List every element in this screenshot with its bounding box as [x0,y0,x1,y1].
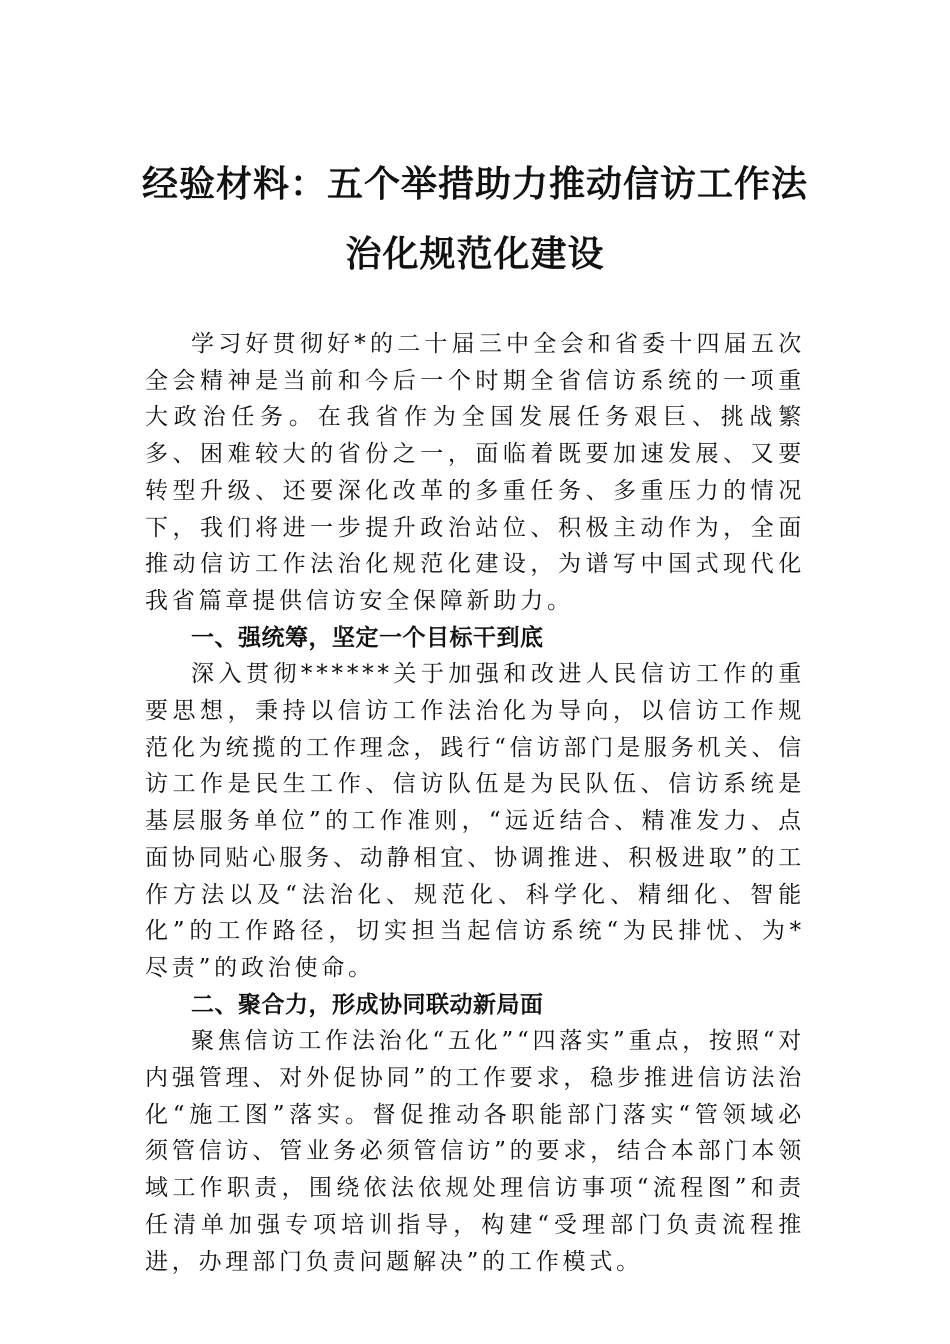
document-title-line-2: 治化规范化建设 [345,233,605,275]
intro-paragraph: 学习好贯彻好*的二十届三中全会和省委十四届五次全会精神是当前和今后一个时期全省信访系统的一项重大政治任务。在我省作为全国发展任务艰巨、挑战繁多、困难较大的省份之一，面临着既要加速发展、又要转型升级、还要深化改革的多重任务、多重压力的情况下，我们将进一步提升政治站位、积极主动作为，全面推动信访工作法治化规范化建设，为谱写中国式现代化我省篇章提供信访安全保障新助力。 [145,331,805,614]
document-title-line-1: 经验材料：五个举措助力推动信访工作法 [141,163,808,205]
section-heading-1: 一、强统筹，坚定一个目标干到底 [191,624,544,651]
section-paragraph-2: 聚焦信访工作法治化“五化”“四落实”重点，按照“对内强管理、对外促协同”的工作要求，稳步推进信访法治化“施工图”落实。督促推动各职能部门落实“管领域必须管信访、管业务必须管信访”的要求，结合本部门本领域工作职责，围绕依法依规处理信访事项“流程图”和责任清单加强专项培训指导，构建“受理部门负责流程推进，办理部门负责问题解决”的工作模式。 [145,1028,805,1275]
section-paragraph-1: 深入贯彻******关于加强和改进人民信访工作的重要思想，秉持以信访工作法治化为导向，以信访工作规范化为统揽的工作理念，践行“信访部门是服务机关、信访工作是民生工作、信访队伍是为民队伍、信访系统是基层服务单位”的工作准则，“远近结合、精准发力、点面协同贴心服务、动静相宜、协调推进、积极进取”的工作方法以及“法治化、规范化、科学化、精细化、智能化”的工作路径，切实担当起信访系统“为民排忧、为*尽责”的政治使命。 [145,661,805,981]
document-body [145,326,805,1280]
section-heading-2: 二、聚合力，形成协同联动新局面 [191,991,544,1018]
